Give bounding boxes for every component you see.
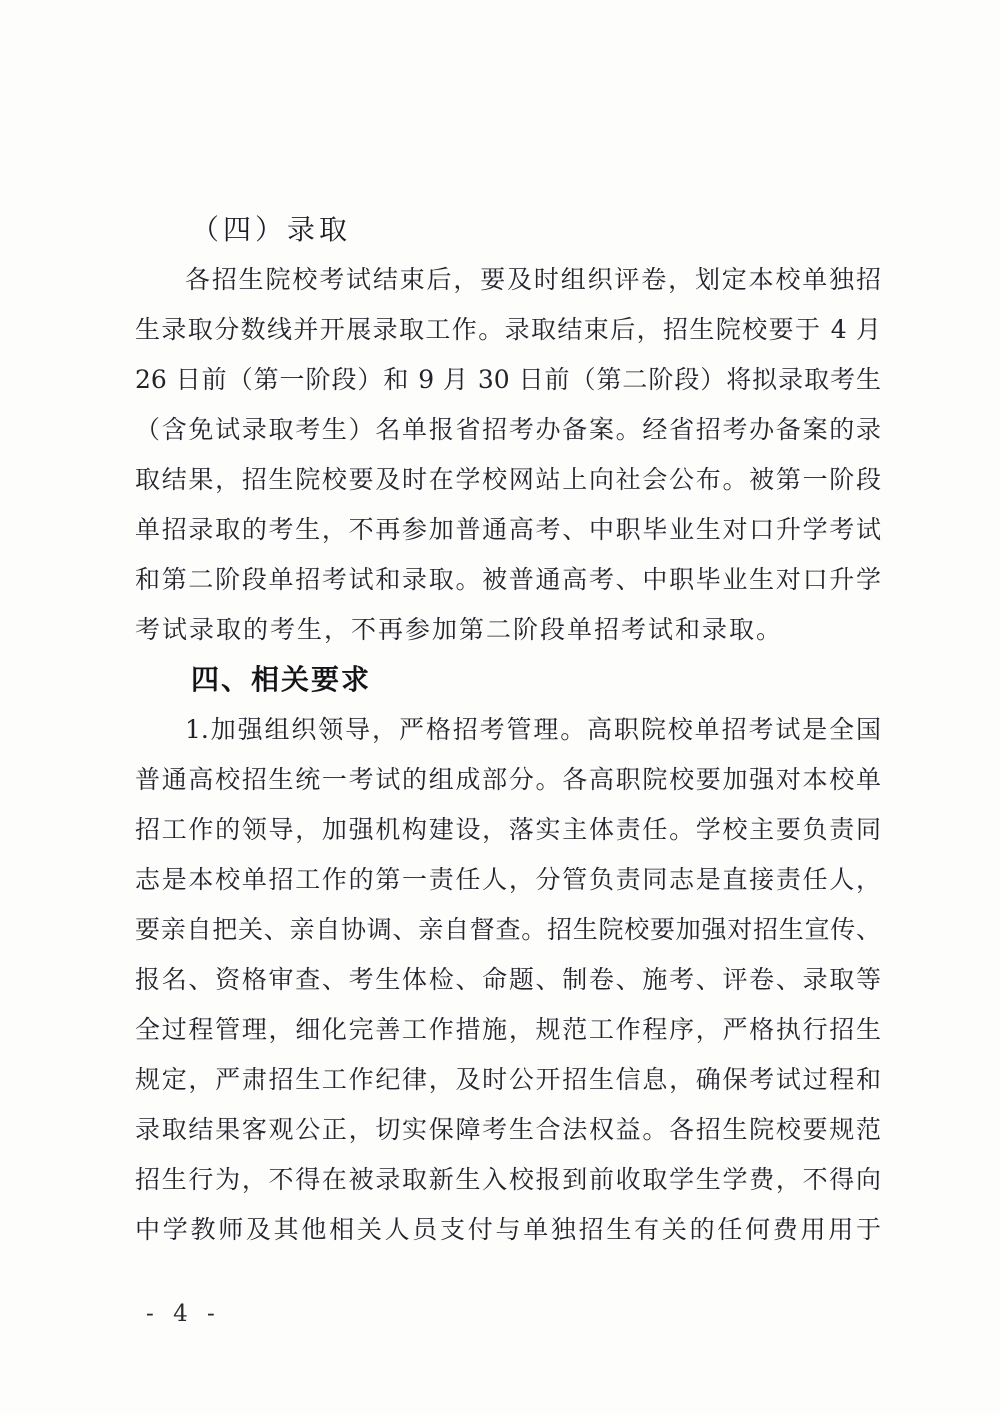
paragraph-line: 考试录取的考生，不再参加第二阶段单招考试和录取。 — [135, 615, 784, 644]
paragraph-line: 生录取分数线并开展录取工作。录取结束后，招生院校要于 4 月 — [135, 315, 881, 344]
section-heading-admission: （四）录取 — [191, 213, 352, 246]
paragraph-line: 单招录取的考生，不再参加普通高考、中职毕业生对口升学考试 — [135, 515, 881, 544]
paragraph-line: 普通高校招生统一考试的组成部分。各高职院校要加强对本校单 — [135, 765, 881, 794]
paragraph-line: 志是本校单招工作的第一责任人，分管负责同志是直接责任人， — [135, 865, 881, 894]
paragraph-line: 录取结果客观公正，切实保障考生合法权益。各招生院校要规范 — [135, 1115, 881, 1144]
paragraph-line: 各招生院校考试结束后，要及时组织评卷，划定本校单独招 — [185, 265, 881, 294]
paragraph-line: 取结果，招生院校要及时在学校网站上向社会公布。被第一阶段 — [135, 465, 881, 494]
section-heading-requirements: 四、相关要求 — [191, 663, 372, 696]
paragraph-line: 报名、资格审查、考生体检、命题、制卷、施考、评卷、录取等 — [135, 965, 881, 994]
paragraph-line: （含免试录取考生）名单报省招考办备案。经省招考办备案的录 — [135, 415, 881, 444]
document-body — [135, 205, 881, 1255]
paragraph-line: 规定，严肃招生工作纪律，及时公开招生信息，确保考试过程和 — [135, 1065, 881, 1094]
paragraph-line: 招生行为，不得在被录取新生入校报到前收取学生学费，不得向 — [135, 1165, 881, 1194]
paragraph-line: 中学教师及其他相关人员支付与单独招生有关的任何费用用于 — [135, 1215, 881, 1244]
paragraph-line: 招工作的领导，加强机构建设，落实主体责任。学校主要负责同 — [135, 815, 881, 844]
paragraph-line: 和第二阶段单招考试和录取。被普通高考、中职毕业生对口升学 — [135, 565, 881, 594]
paragraph-line: 1.加强组织领导，严格招考管理。高职院校单招考试是全国 — [185, 715, 881, 744]
paragraph-line: 要亲自把关、亲自协调、亲自督查。招生院校要加强对招生宣传、 — [135, 915, 881, 944]
page-number: - 4 - — [146, 1301, 221, 1327]
paragraph-line: 全过程管理，细化完善工作措施，规范工作程序，严格执行招生 — [135, 1015, 881, 1044]
paragraph-line: 26 日前（第一阶段）和 9 月 30 日前（第二阶段）将拟录取考生 — [135, 365, 881, 394]
